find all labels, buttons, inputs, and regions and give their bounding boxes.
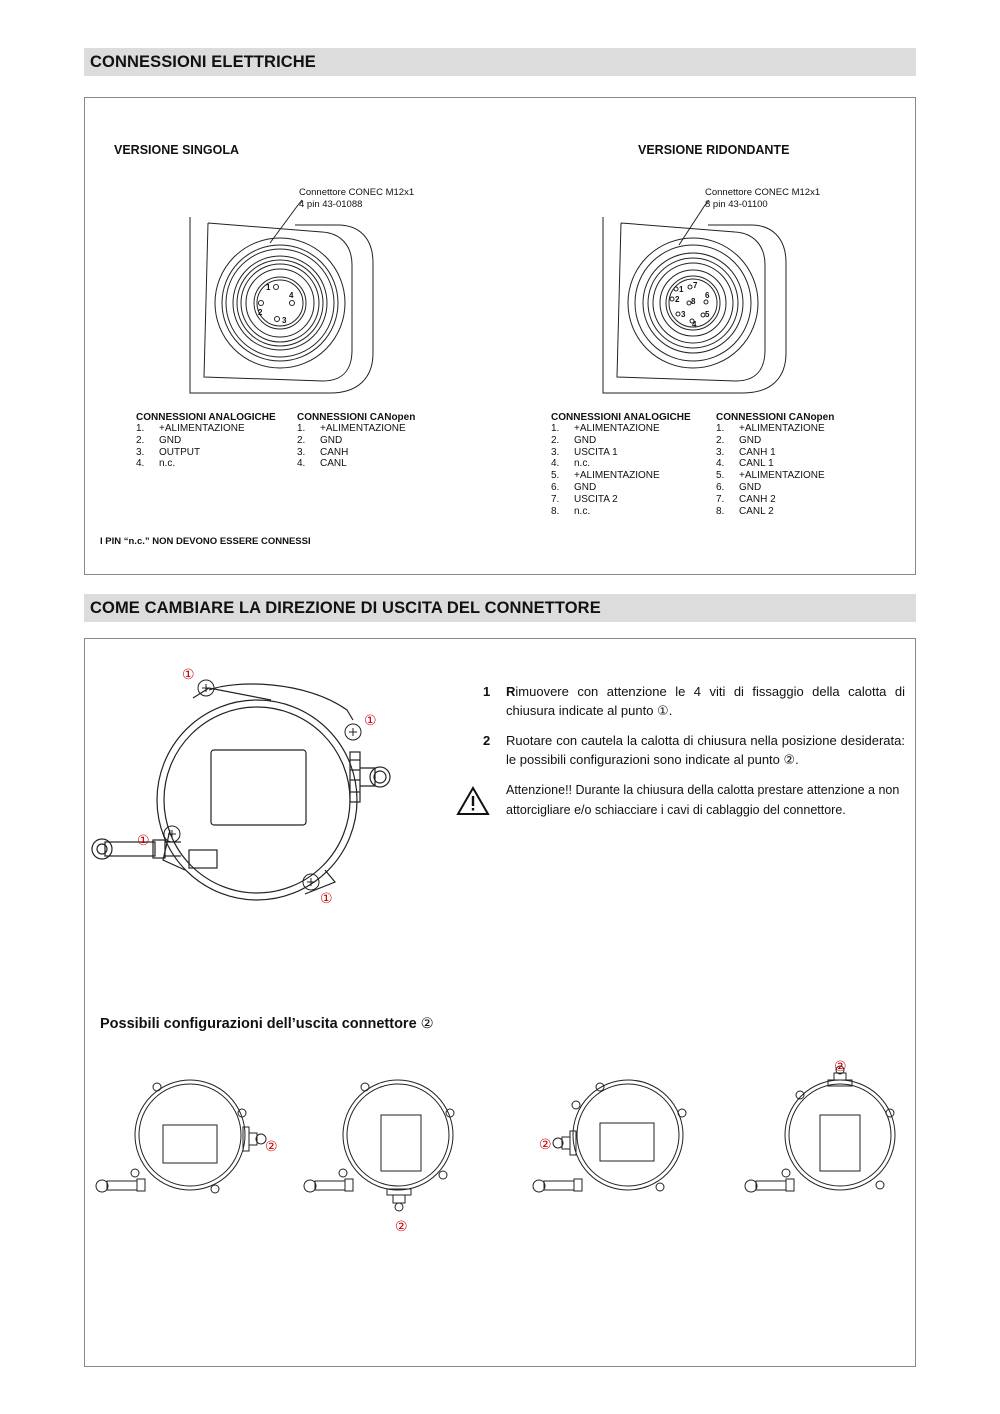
config-top-drawing — [740, 1065, 925, 1205]
step-text: Ruotare con cautela la calotta di chiusura nella posizione desiderata: le possibili configurazioni sono indicate al punto ②. — [506, 733, 905, 767]
list-item: 4. n.c. — [136, 458, 176, 470]
redundant-canopen-list — [716, 412, 834, 517]
pin-label-4: 4 — [289, 291, 294, 300]
callout-line2: 8 pin 43-01100 — [705, 199, 768, 210]
callout-leader-line — [270, 205, 298, 243]
config-right-marker: ② — [265, 1138, 278, 1154]
list-title: CONNESSIONI CANopen — [716, 412, 835, 423]
pin-label-4: 4 — [692, 320, 697, 329]
list-item: 6. GND — [716, 481, 762, 493]
list-item: 8. n.c. — [551, 505, 591, 517]
list-title: CONNESSIONI ANALOGICHE — [136, 412, 276, 423]
section-header-direction — [84, 594, 916, 622]
step-text: Rimuovere con attenzione le 4 viti di fissaggio della calotta di chiusura indicate al punto ①. — [506, 684, 905, 718]
single-canopen-list — [297, 412, 415, 470]
list-item: 3. CANH 1 — [716, 446, 776, 458]
step-2 — [483, 731, 905, 769]
config-top-marker: ② — [834, 1058, 847, 1074]
marker-screw-2: ① — [364, 712, 377, 728]
list-item: 6. GND — [551, 481, 597, 493]
list-item: 2. GND — [136, 434, 182, 446]
section-title: CONNESSIONI ELETTRICHE — [90, 53, 316, 71]
list-item: 4. CANL — [297, 458, 347, 470]
list-item: 2. GND — [551, 434, 597, 446]
step-number: 1 — [483, 684, 491, 699]
warning-text: Attenzione!! Durante la chiusura della calotta prestare attenzione a non attorcigliare e/o schiacciare i cavi di cablaggio del connettore. — [506, 783, 900, 817]
list-item: 3. USCITA 1 — [551, 446, 618, 458]
callout-line1: Connettore CONEC M12x1 — [705, 187, 821, 198]
list-item: 2. GND — [716, 434, 762, 446]
warning-icon — [456, 786, 490, 816]
nc-pins-note: I PIN “n.c.” NON DEVONO ESSERE CONNESSI — [100, 536, 311, 547]
list-item: 1. +ALIMENTAZIONE — [716, 423, 825, 434]
redundant-analog-list — [551, 412, 691, 517]
pin-label-2: 2 — [675, 295, 680, 304]
list-title: CONNESSIONI ANALOGICHE — [551, 412, 691, 423]
device-main-drawing — [85, 660, 415, 910]
list-item: 7. CANH 2 — [716, 493, 776, 505]
step-1 — [483, 682, 905, 720]
list-item: 4. n.c. — [551, 458, 591, 470]
pin-label-7: 7 — [693, 281, 698, 290]
marker-screw-4: ① — [320, 890, 333, 906]
single-connector-drawing — [180, 195, 380, 400]
list-item: 5. +ALIMENTAZIONE — [716, 470, 825, 482]
pin-label-1: 1 — [679, 285, 684, 294]
list-title: CONNESSIONI CANopen — [297, 412, 416, 423]
config-left-drawing — [530, 1075, 715, 1205]
list-item: 2. GND — [297, 434, 343, 446]
config-left-marker: ② — [539, 1136, 552, 1152]
step-number: 2 — [483, 733, 491, 748]
config-bottom-drawing — [303, 1075, 488, 1220]
pin-label-6: 6 — [705, 291, 710, 300]
pin-label-1: 1 — [266, 283, 271, 292]
list-item: 3. CANH — [297, 446, 349, 458]
list-item: 4. CANL 1 — [716, 458, 774, 470]
pin-label-2: 2 — [258, 308, 263, 317]
section-title: COME CAMBIARE LA DIREZIONE DI USCITA DEL CONNETTORE — [90, 599, 601, 617]
single-version-label: VERSIONE SINGOLA — [114, 143, 240, 157]
marker-screw-3: ① — [137, 832, 150, 848]
redundant-version-label: VERSIONE RIDONDANTE — [638, 143, 790, 157]
marker-screw-1: ① — [182, 666, 195, 682]
callout-line2: 4 pin 43-01088 — [299, 199, 363, 210]
pin-label-8: 8 — [691, 297, 696, 306]
section-header-connections — [84, 48, 916, 76]
list-item: 7. USCITA 2 — [551, 493, 618, 505]
pin-label-5: 5 — [705, 310, 710, 319]
single-analog-list — [136, 412, 276, 470]
list-item: 1. +ALIMENTAZIONE — [297, 423, 406, 434]
configs-title: Possibili configurazioni dell’uscita connettore ② — [100, 1016, 434, 1032]
list-item: 3. OUTPUT — [136, 446, 201, 458]
list-item: 5. +ALIMENTAZIONE — [551, 470, 660, 482]
redundant-connector-drawing — [593, 195, 793, 400]
list-item: 1. +ALIMENTAZIONE — [551, 423, 660, 434]
list-item: 8. CANL 2 — [716, 505, 774, 517]
config-bottom-marker: ② — [395, 1218, 408, 1234]
pin-label-3: 3 — [681, 310, 686, 319]
config-right-drawing — [95, 1075, 280, 1205]
pin-label-3: 3 — [282, 316, 287, 325]
callout-line1: Connettore CONEC M12x1 — [299, 187, 415, 198]
list-item: 1. +ALIMENTAZIONE — [136, 423, 245, 434]
